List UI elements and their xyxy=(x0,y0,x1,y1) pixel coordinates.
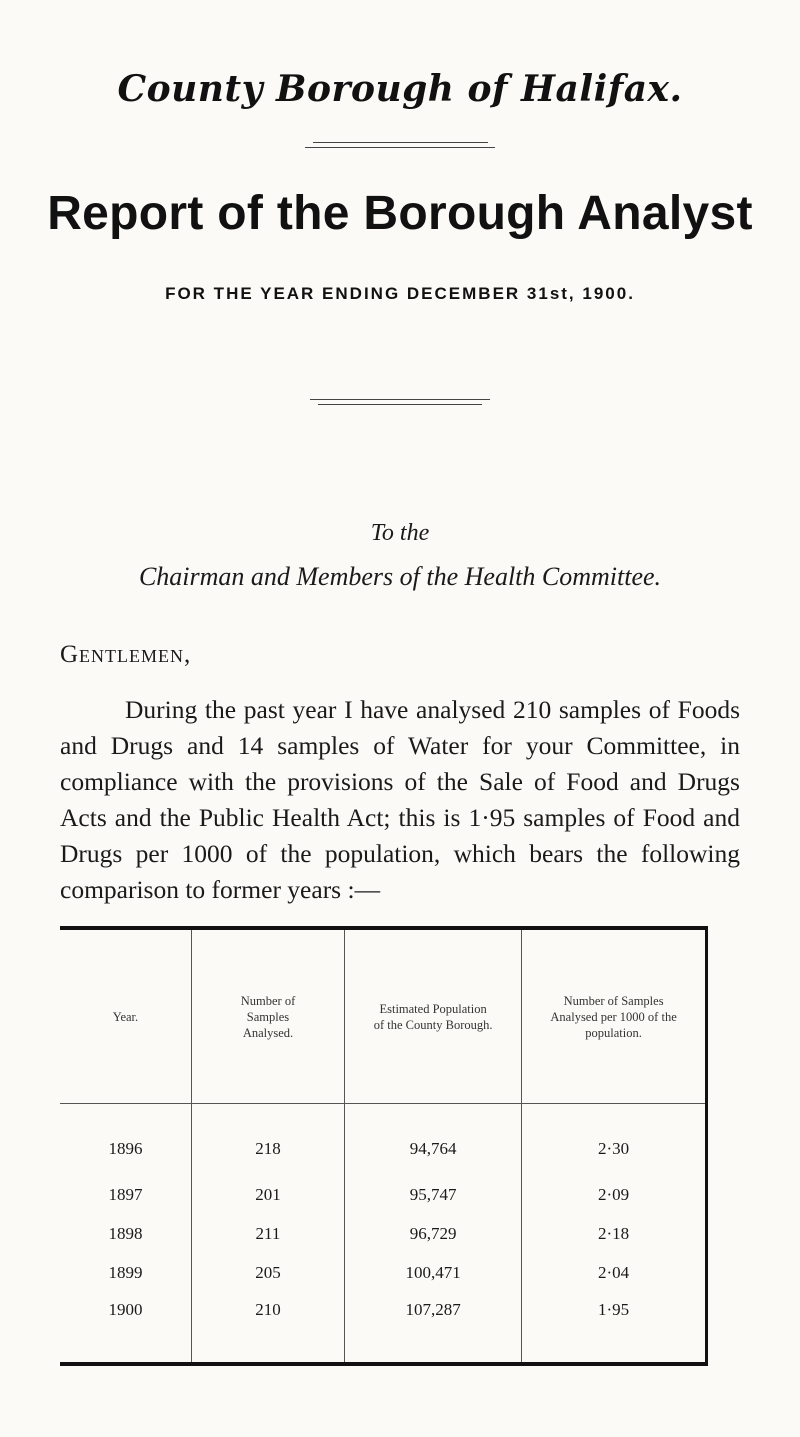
cell-samples: 201 xyxy=(191,1175,344,1214)
report-subtitle: FOR THE YEAR ENDING DECEMBER 31st, 1900. xyxy=(165,284,635,303)
cell-samples: 211 xyxy=(191,1214,344,1253)
addressee: Chairman and Members of the Health Committee. xyxy=(138,562,662,591)
comparison-table xyxy=(60,926,708,1366)
body-paragraph: During the past year I have analysed 210 samples of Foods and Drugs and 14 samples of Water for your Committee, in compliance with the provisions of the Sale of Food and Drugs Acts and the Public Health Act; this is 1·95 samples of Food and Drugs per 1000 of the population, which bears the following comparison to former years :— xyxy=(60,695,740,904)
salutation: Gentlemen, xyxy=(60,641,192,668)
cell-rate: 2·30 xyxy=(522,1104,707,1176)
table-row xyxy=(60,1214,707,1253)
header-population-text: Estimated Population of the County Borough. xyxy=(373,1001,493,1032)
divider-rule xyxy=(318,404,482,405)
divider-rule xyxy=(310,399,490,400)
report-title: Report of the Borough Analyst xyxy=(47,187,753,240)
header-samples xyxy=(191,928,344,1104)
cell-rate: 2·04 xyxy=(522,1253,707,1292)
masthead: County Borough of Halifax. xyxy=(117,68,683,110)
header-samples-text: Number of Samples Analysed. xyxy=(240,993,296,1040)
table-row xyxy=(60,1253,707,1292)
cell-year: 1897 xyxy=(108,1184,143,1204)
cell-population: 100,471 xyxy=(345,1253,522,1292)
cell-rate: 2·18 xyxy=(522,1214,707,1253)
cell-samples: 205 xyxy=(191,1253,344,1292)
header-rate-text: Number of Samples Analysed per 1000 of the population. xyxy=(550,993,677,1040)
cell-year: 1900 xyxy=(108,1300,143,1319)
to-line: To the xyxy=(370,520,430,546)
cell-population: 107,287 xyxy=(345,1292,522,1364)
cell-rate: 2·09 xyxy=(522,1175,707,1214)
cell-population: 95,747 xyxy=(345,1175,522,1214)
cell-population: 96,729 xyxy=(345,1214,522,1253)
table-header-row xyxy=(60,928,707,1104)
divider-rule xyxy=(313,142,488,143)
cell-samples: 210 xyxy=(191,1292,344,1364)
table-row xyxy=(60,1175,707,1214)
cell-year: 1896 xyxy=(108,1139,143,1158)
divider-rule xyxy=(305,147,495,148)
table-row xyxy=(60,1292,707,1364)
cell-population: 94,764 xyxy=(345,1104,522,1176)
table-row xyxy=(60,1104,707,1176)
header-rate xyxy=(522,928,707,1104)
cell-year: 1899 xyxy=(108,1262,143,1282)
header-population xyxy=(345,928,522,1104)
cell-rate: 1·95 xyxy=(522,1292,707,1364)
header-year: Year. xyxy=(60,928,191,1104)
cell-samples: 218 xyxy=(191,1104,344,1176)
cell-year: 1898 xyxy=(108,1223,143,1243)
